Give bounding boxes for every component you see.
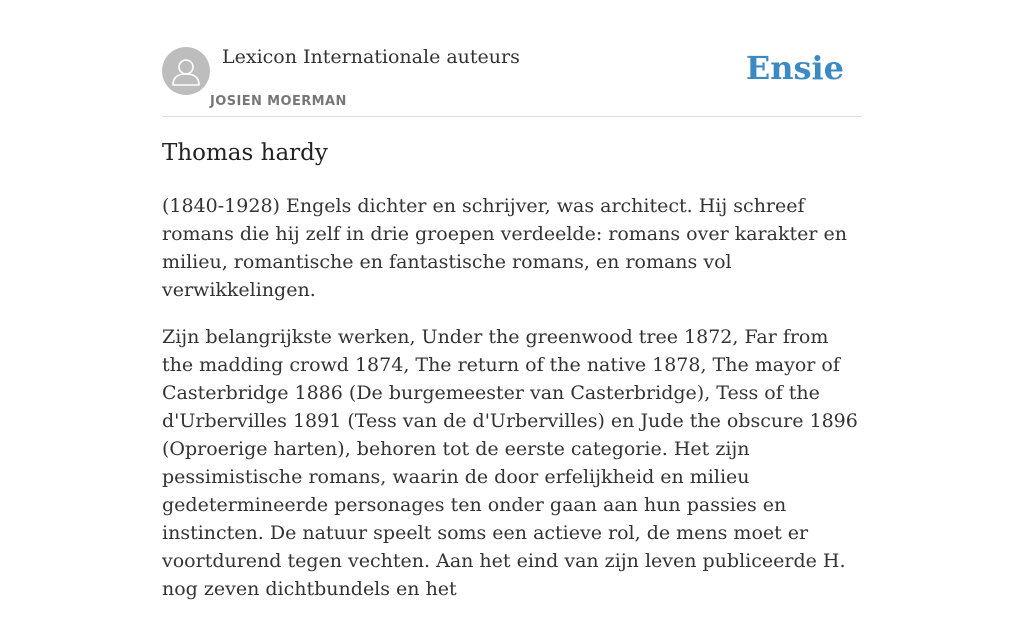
author-name-link[interactable]: JOSIEN MOERMAN: [210, 94, 347, 109]
article-paragraph: (1840-1928) Engels dichter en schrijver, was architect. Hij schreef romans die hij zelf in drie groepen verdeelde: romans over karakter en milieu, romantische en fantastische romans, en romans vol verwikkelingen.: [162, 195, 847, 301]
lexicon-title-link[interactable]: Lexicon Internationale auteurs: [222, 46, 520, 68]
article-body: [162, 192, 862, 622]
user-silhouette-icon: [162, 47, 210, 95]
article-title: Thomas hardy: [162, 140, 328, 166]
ensie-logo[interactable]: Ensie: [745, 49, 844, 87]
author-avatar[interactable]: [162, 47, 210, 95]
header: [162, 44, 862, 117]
article-paragraph: Zijn belangrijkste werken, Under the greenwood tree 1872, Far from the madding crowd 1874, The return of the native 1878, The mayor of Casterbridge 1886 (De burgemeester van Casterbridge), Tess of the d'Urbervilles 1891 (Tess van de d'Urbervilles) en Jude the obscure 1896 (Oproerige harten), behoren tot de eerste categorie. Het zijn pessimistische romans, waarin de door erfelijkheid en milieu gedetermineerde personages ten onder gaan aan hun passies en instincten. De natuur speelt soms een actieve rol, de mens moet er voortdurend tegen vechten. Aan het eind van zijn leven publiceerde H. nog zeven dichtbundels en het: [162, 326, 858, 600]
